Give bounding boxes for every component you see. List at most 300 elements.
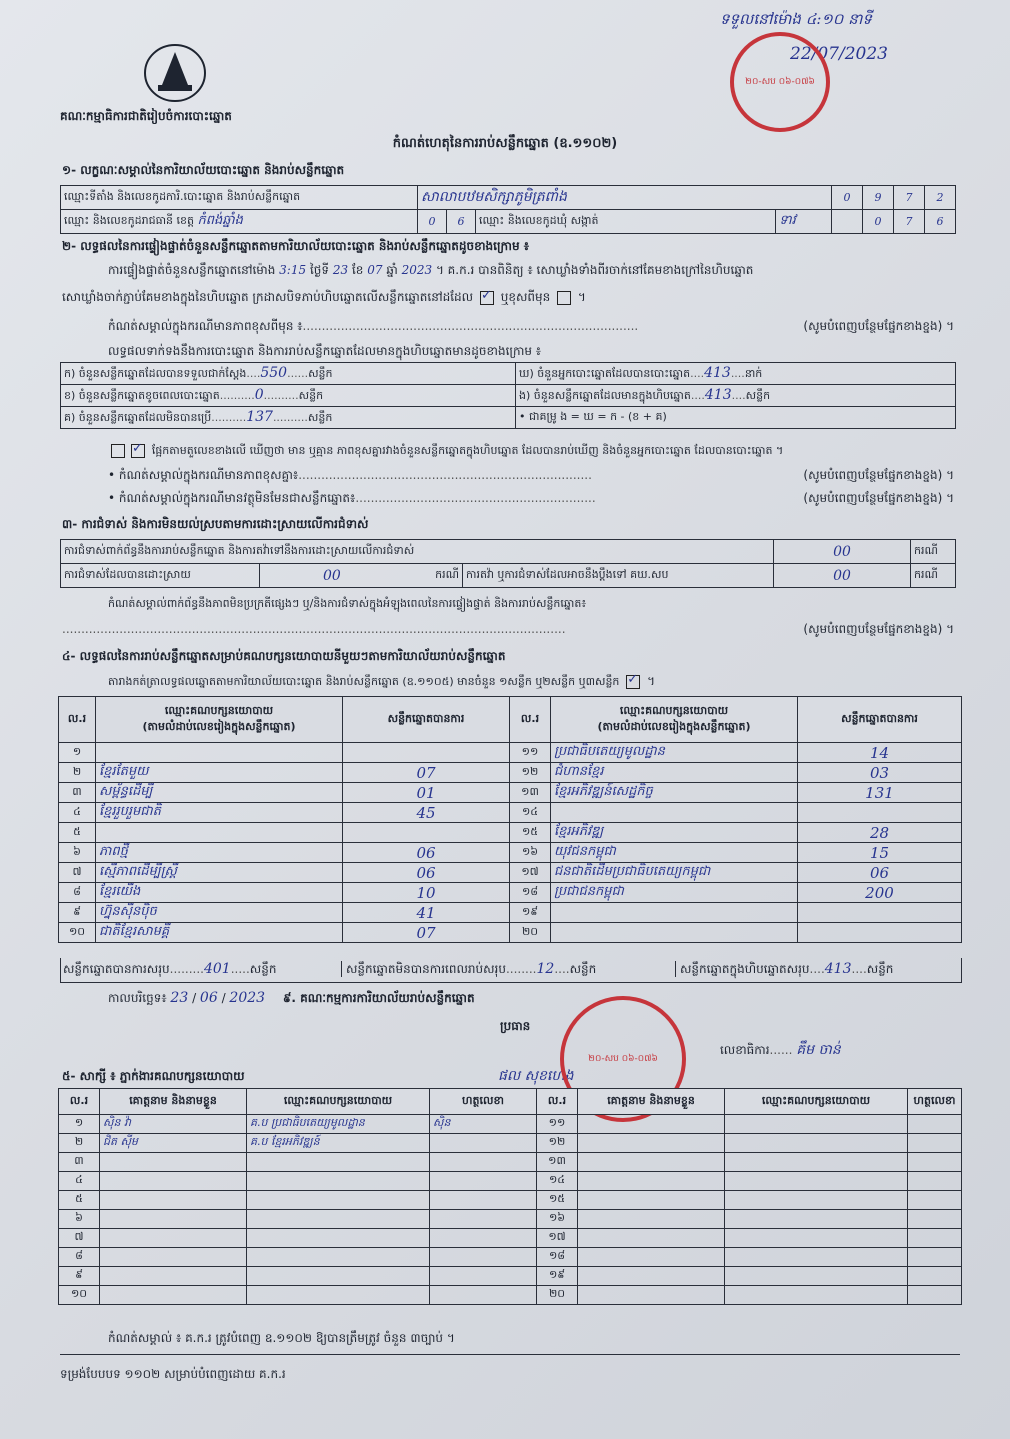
table-row — [59, 1134, 962, 1153]
box-total: សន្លឹកឆ្នោតក្នុងហិបឆ្នោតសរុប....413....សន្លឹក — [675, 961, 893, 977]
col-votes: សន្លឹកឆ្នោតបានការ — [798, 697, 962, 743]
witness-name — [100, 1210, 247, 1229]
col-sign: ហត្ថលេខា — [430, 1089, 537, 1115]
party-name: ភាពថ្មី — [96, 843, 343, 863]
witness-party — [247, 1191, 430, 1210]
col-party-title: ឈ្មោះគណបក្សនយោបាយ — [619, 703, 729, 717]
witness-no: ១៣ — [537, 1153, 578, 1172]
party-name — [551, 903, 798, 923]
party-rows — [59, 743, 962, 943]
witness-party — [725, 1229, 908, 1248]
witness-name — [100, 1286, 247, 1305]
witness-name — [578, 1153, 725, 1172]
unit: សន្លឹក — [745, 388, 771, 402]
party-votes: 10 — [343, 883, 510, 903]
table-row — [59, 1267, 962, 1286]
committee-label: ៩. គណៈកម្មការការិយាល័យរាប់សន្លឹកឆ្នោត — [282, 991, 475, 1005]
witness-party: គ.ប ខ្មែរអភិវឌ្ឍន៍ — [247, 1134, 430, 1153]
party-name: ហ្វ៊ុនស៊ីនប៉ិច — [96, 903, 343, 923]
unit: សន្លឹក — [308, 366, 333, 380]
unused-value: 137 — [246, 408, 273, 425]
unit: សន្លឹក — [866, 962, 894, 976]
party-votes: 14 — [798, 743, 962, 763]
table-row — [59, 1248, 962, 1267]
party-votes: 03 — [798, 763, 962, 783]
resolved-label: ការជំទាស់ដែលបានដោះស្រាយ — [61, 564, 260, 588]
verify-line — [108, 262, 753, 278]
resolved-value: 00 — [323, 567, 341, 584]
table-row — [59, 1191, 962, 1210]
result-intro: លទ្ធផលទាក់ទងនឹងការបោះឆ្នោត និងការរាប់សន្លឹកឆ្នោតដែលមានក្នុងហិបឆ្នោតមានដូចខាងក្រោម ៖ — [108, 344, 542, 358]
witness-signature — [908, 1153, 962, 1172]
unit: ករណី — [911, 540, 956, 564]
date-year: 2023 — [229, 990, 266, 1006]
party-votes: 07 — [343, 923, 510, 943]
date-month: 06 — [199, 990, 218, 1006]
box-total-value: 413 — [824, 961, 852, 977]
party-name: ប្រជាធិបតេយ្យមូលដ្ឋាន — [551, 743, 798, 763]
changed-checkbox[interactable] — [557, 291, 571, 305]
table-row — [59, 823, 962, 843]
party-votes: 200 — [798, 883, 962, 903]
totals-line — [60, 958, 962, 983]
party-name: ជំហានខ្មែរ — [551, 763, 798, 783]
province-code-digit: 6 — [447, 210, 476, 234]
verify-year: 2023 — [401, 263, 433, 277]
party-name — [551, 803, 798, 823]
col-party-title: ឈ្មោះគណបក្សនយោបាយ — [164, 703, 274, 717]
witness-name: ស៊ិន វ៉ា — [100, 1115, 247, 1134]
witness-no: ៨ — [59, 1248, 100, 1267]
invalid-total: សន្លឹកឆ្នោតមិនបានការពេលរាប់សរុប........12....សន្លឹក — [341, 961, 596, 977]
party-no: ៨ — [59, 883, 96, 903]
party-name: ជនជាតិដើមប្រជាធិបតេយ្យកម្ពុជា — [551, 863, 798, 883]
party-votes: 06 — [343, 843, 510, 863]
witness-signature — [908, 1210, 962, 1229]
spoiled-label: ខ) ចំនួនសន្លឹកឆ្នោតខូចពេលបោះឆ្នោត — [64, 388, 220, 402]
party-results-table — [58, 696, 962, 943]
verify-post: ។ គ.ក.រ បានពិនិត្យ ៖ សោឃ្លាំងទាំងពីរចាក់នៅគែមខាងក្រៅនៃហិបឆ្នោត — [435, 263, 754, 277]
section4-intro: តារាងកត់ត្រាលទ្ធផលឆ្នោតតាមការិយាល័យបោះឆ្នោត និងរាប់សន្លឹកឆ្នោត (ឧ.១១០៥) មានចំនួន ១សន្លឹក ឬ២សន្លឹក ឬ៣សន្លឹក ✓ ។ — [108, 673, 655, 690]
col-no: ល.រ — [59, 697, 96, 743]
witness-signature — [430, 1153, 537, 1172]
party-name: ប្រជាជនកម្ពុជា — [551, 883, 798, 903]
table-row — [59, 1286, 962, 1305]
witness-signature — [430, 1191, 537, 1210]
voters-label: ឃ) ចំនួនអ្នកបោះឆ្នោតដែលបានបោះឆ្នោត — [519, 366, 691, 380]
fill-note: (សូមបំពេញបន្ថែមផ្នែកខាងខ្នង) ។ — [803, 491, 954, 505]
blank-cell — [832, 210, 863, 234]
party-name: ខ្មែរតែមួយ — [96, 763, 343, 783]
table-row — [59, 743, 962, 763]
unit: សន្លឹក — [298, 388, 324, 402]
received-date: 22/07/2023 — [790, 44, 888, 64]
box-total-label: សន្លឹកឆ្នោតក្នុងហិបឆ្នោតសរុប — [680, 962, 810, 976]
table-row — [59, 863, 962, 883]
witness-no: ៩ — [59, 1267, 100, 1286]
secretary-line: លេខាធិការ...... គឹម ចាន់ — [720, 1042, 841, 1058]
province-name: កំពង់ឆ្នាំង — [197, 213, 243, 228]
party-votes: 45 — [343, 803, 510, 823]
party-name: យុវជនកម្ពុជា — [551, 843, 798, 863]
witness-name — [578, 1248, 725, 1267]
received-stamp-text: ទទួលនៅម៉ោង ៤:១០ នាទី — [720, 10, 872, 28]
fill-note: (សូមបំពេញបន្ថែមផ្នែកខាងខ្នង) ។ — [803, 319, 954, 333]
witness-rows — [59, 1115, 962, 1305]
station-code-digit: 0 — [832, 186, 863, 210]
witness-party — [247, 1172, 430, 1191]
verify-line2-text: សោឃ្លាំងចាក់ភ្ជាប់គែមខាងក្នុងនៃហិបឆ្នោត ក្រដាសបិទភាប់ហិបឆ្នោតលើសន្លឹកឆ្នោតនៅដដែល — [62, 290, 474, 304]
witness-no: ៣ — [59, 1153, 100, 1172]
no-diff-checkbox[interactable] — [131, 444, 145, 458]
witness-party — [247, 1267, 430, 1286]
box-value: 413 — [704, 386, 732, 403]
table-row — [59, 763, 962, 783]
witness-name — [100, 1248, 247, 1267]
party-name — [551, 923, 798, 943]
witness-no: ៥ — [59, 1191, 100, 1210]
witness-no: ១៩ — [537, 1267, 578, 1286]
witness-name — [578, 1286, 725, 1305]
box-ballots-row: ង) ចំនួនសន្លឹកឆ្នោតដែលមានក្នុងហិបឆ្នោត....413....សន្លឹក — [516, 385, 956, 407]
section4-title: ៤- លទ្ធផលនៃការរាប់សន្លឹកឆ្នោតសម្រាប់គណបក្សនយោបាយនីមួយៗតាមការិយាល័យរាប់សន្លឹកឆ្នោត — [62, 649, 506, 663]
party-name — [96, 823, 343, 843]
party-no: ៧ — [59, 863, 96, 883]
commune-code-digit: 7 — [894, 210, 925, 234]
witness-party — [247, 1248, 430, 1267]
witness-party — [725, 1115, 908, 1134]
verify-day: 23 — [332, 263, 349, 277]
party-votes: 06 — [798, 863, 962, 883]
invalid-total-label: សន្លឹកឆ្នោតមិនបានការពេលរាប់សរុប — [346, 962, 506, 976]
table-row — [59, 843, 962, 863]
col-name: គោត្តនាម និងនាមខ្លួន — [100, 1089, 247, 1115]
party-name: ខ្មែរយើង — [96, 883, 343, 903]
witness-no: ១៨ — [537, 1248, 578, 1267]
valid-total: សន្លឹកឆ្នោតបានការសរុប.........401.....សន្លឹក — [63, 961, 277, 977]
party-votes: 06 — [343, 863, 510, 883]
section1-table — [60, 185, 956, 234]
province-label — [61, 210, 418, 234]
unchanged-checkbox[interactable] — [480, 291, 494, 305]
witness-signature — [430, 1172, 537, 1191]
stamp-code: ២០-សប ០៦-០៧៦ — [588, 1054, 658, 1064]
witness-no: ១៤ — [537, 1172, 578, 1191]
witness-party — [725, 1286, 908, 1305]
witness-no: ៤ — [59, 1172, 100, 1191]
party-votes — [798, 903, 962, 923]
witness-party — [725, 1210, 908, 1229]
compare-line — [108, 442, 954, 459]
witness-signature — [430, 1210, 537, 1229]
box-label: ង) ចំនួនសន្លឹកឆ្នោតដែលមានក្នុងហិបឆ្នោត — [519, 388, 691, 402]
received-value: 550 — [260, 364, 288, 381]
unit: សន្លឹក — [249, 962, 277, 976]
party-no: ១២ — [510, 763, 551, 783]
party-no: ២ — [59, 763, 96, 783]
compare-text: ផ្អែកតាមតួលេខខាងលើ ឃើញថា មាន ឬគ្មាន ភាពខុសគ្នារវាងចំនួនសន្លឹកឆ្នោតក្នុងហិបឆ្នោត ដែលបានរាប់ឃើញ និងចំនួនអ្នកបោះឆ្នោត ដែលបានបោះឆ្នោត ។ — [151, 444, 784, 457]
party-no: ១៨ — [510, 883, 551, 903]
spoiled-ballots-row: ខ) ចំនួនសន្លឹកឆ្នោតខូចពេលបោះឆ្នោត..........0..........សន្លឹក — [61, 385, 516, 407]
commune-code-digit: 0 — [863, 210, 894, 234]
witness-no: ១៥ — [537, 1191, 578, 1210]
col-party: ឈ្មោះគណបក្សនយោបាយ — [247, 1089, 430, 1115]
witness-party — [725, 1134, 908, 1153]
witness-signature — [430, 1134, 537, 1153]
province-label-text: ឈ្មោះ និងលេខកូដរាជធានី ខេត្ត — [64, 214, 194, 227]
section3-note: កំណត់សម្គាល់ពាក់ព័ន្ធនឹងភាពមិនប្រក្រតីផ្សេងៗ ឬ/និងការជំទាស់ក្នុងអំឡុងពេលនៃការផ្ទៀងផ្ទាត់ និងការរាប់សន្លឹកឆ្នោត៖ — [108, 597, 587, 610]
witness-no: ១៦ — [537, 1210, 578, 1229]
resolved-cell — [260, 564, 463, 588]
station-code-digit: 2 — [925, 186, 956, 210]
section3-note-line: .................................................................................................................................... (សូមបំពេញបន្ថែមផ្នែកខាងខ្នង) ។ — [62, 622, 954, 636]
party-no: ១៩ — [510, 903, 551, 923]
party-no: ៩ — [59, 903, 96, 923]
party-name: ខ្មែរអភិវឌ្ឍ — [551, 823, 798, 843]
verify-month-label: ខែ — [351, 263, 364, 277]
has-diff-checkbox[interactable] — [111, 444, 125, 458]
polling-station-label: ឈ្មោះទីតាំង និងលេខកូដការិ.បោះឆ្នោត និងរាប់សន្លឹកឆ្នោត — [61, 186, 418, 210]
unit: សន្លឹក — [307, 410, 333, 424]
polling-station-value — [418, 186, 832, 210]
party-votes — [343, 823, 510, 843]
station-code-digit: 9 — [863, 186, 894, 210]
section2-title: ២- លទ្ធផលនៃការផ្ទៀងផ្ទាត់ចំនួនសន្លឹកឆ្នោតតាមការិយាល័យបោះឆ្នោត និងរាប់សន្លឹកឆ្នោតដូចខាងក្រោម ៖ — [62, 239, 530, 253]
section5-title: ៥- សាក្សី ៖ ភ្នាក់ងារគណបក្សនយោបាយ — [62, 1069, 245, 1083]
appeal-value: 00 — [774, 564, 911, 588]
witness-no: ១១ — [537, 1115, 578, 1134]
party-name: ជាតិខ្មែរសាមគ្គី — [96, 923, 343, 943]
party-votes — [798, 803, 962, 823]
witness-signature — [908, 1191, 962, 1210]
nec-logo — [140, 40, 210, 106]
bullet-line1: • កំណត់សម្គាល់ក្នុងករណីមានភាពខុសគ្នា៖............................................................................. (សូមបំពេញបន្ថែមផ្នែកខាងខ្នង) ។ — [108, 468, 954, 482]
witness-name — [100, 1153, 247, 1172]
party-no: ១៦ — [510, 843, 551, 863]
valid-total-value: 401 — [203, 961, 231, 977]
col-party — [551, 697, 798, 743]
valid-total-label: សន្លឹកឆ្នោតបានការសរុប — [63, 962, 170, 976]
section1-title: ១- លក្ខណៈសម្គាល់នៃការិយាល័យបោះឆ្នោត និងរាប់សន្លឹកឆ្នោត — [62, 163, 345, 177]
province-code-digit: 0 — [418, 210, 447, 234]
unused-ballots-row: គ) ចំនួនសន្លឹកឆ្នោតដែលមិនបានប្រើ..........137..........សន្លឹក — [61, 407, 516, 429]
witness-signature — [908, 1229, 962, 1248]
witness-name — [100, 1267, 247, 1286]
witness-signature — [430, 1248, 537, 1267]
witness-party — [725, 1153, 908, 1172]
party-no: ៣ — [59, 783, 96, 803]
witness-no: ១៧ — [537, 1229, 578, 1248]
fill-note: (សូមបំពេញបន្ថែមផ្នែកខាងខ្នង) ។ — [803, 468, 954, 482]
witness-party — [725, 1172, 908, 1191]
commune-code-digit: 6 — [925, 210, 956, 234]
section3-title: ៣- ការជំទាស់ និងការមិនយល់ស្របតាមការដោះស្រាយលើការជំទាស់ — [62, 517, 369, 531]
party-no: ៥ — [59, 823, 96, 843]
witness-name — [100, 1191, 247, 1210]
witness-no: ១០ — [59, 1286, 100, 1305]
col-party: ឈ្មោះគណបក្សនយោបាយ — [725, 1089, 908, 1115]
col-no: ល.រ — [59, 1089, 100, 1115]
objection-table — [60, 539, 956, 588]
official-stamp-top — [730, 32, 830, 132]
sheet-count-checkbox[interactable] — [626, 675, 640, 689]
witness-no: ២ — [59, 1134, 100, 1153]
objection-row-label: ការជំទាស់ពាក់ព័ន្ធនឹងការរាប់សន្លឹកឆ្នោត និងការតវ៉ាទៅនឹងការដោះស្រាយលើការជំទាស់ — [61, 540, 774, 564]
party-votes: 131 — [798, 783, 962, 803]
station-code-digit: 7 — [894, 186, 925, 210]
spoiled-value: 0 — [254, 386, 264, 403]
witness-signature — [430, 1229, 537, 1248]
witness-signature — [908, 1267, 962, 1286]
witness-party — [247, 1229, 430, 1248]
note-line: កំណត់សម្គាល់ក្នុងករណីមានភាពខុសពីមុន ៖........................................................................................ (សូមបំពេញបន្ថែមផ្នែកខាងខ្នង) ។ — [108, 319, 954, 333]
table-row — [59, 923, 962, 943]
fill-note: (សូមបំពេញបន្ថែមផ្នែកខាងខ្នង) ។ — [803, 622, 954, 636]
party-votes: 01 — [343, 783, 510, 803]
unit: នាក់ — [744, 366, 763, 380]
received-label: ក) ចំនួនសន្លឹកឆ្នោតដែលបានទទួលជាក់ស្តែង — [64, 366, 247, 380]
party-no: ១៣ — [510, 783, 551, 803]
unit: ករណី — [435, 567, 459, 581]
party-no: ២០ — [510, 923, 551, 943]
invalid-total-value: 12 — [536, 961, 555, 977]
witness-party — [247, 1153, 430, 1172]
party-no: ៦ — [59, 843, 96, 863]
table-row — [59, 1153, 962, 1172]
polling-station-name: សាលាបឋមសិក្សាភូមិត្រពាំង — [421, 189, 567, 205]
witness-no: ២០ — [537, 1286, 578, 1305]
bullet2: • កំណត់សម្គាល់ក្នុងករណីមានវត្ថុមិនមែនជាសន្លឹកឆ្នោត៖ — [108, 491, 356, 505]
party-name: ស្មើភាពដើម្បីស្ត្រី — [96, 863, 343, 883]
witness-signature — [430, 1267, 537, 1286]
chair-label: ប្រធាន — [500, 1019, 531, 1033]
verify-pre: ការផ្ទៀងផ្ទាត់ចំនួនសន្លឹកឆ្នោតនៅម៉ោង — [108, 263, 276, 277]
footer-form-ref: ទម្រង់បែបបទ ១១០២ សម្រាប់បំពេញដោយ គ.ក.រ — [60, 1367, 286, 1381]
party-name: ខ្មែរអភិវឌ្ឍន៍សេដ្ឋកិច្ច — [551, 783, 798, 803]
table-row — [59, 1172, 962, 1191]
witness-name — [578, 1134, 725, 1153]
appeal-label: ការតវ៉ា ឬការជំទាស់ដែលអាចនឹងប្តឹងទៅ គឃ.សប — [463, 564, 774, 588]
col-party-sub: (តាមលំដាប់លេខរៀងក្នុងសន្លឹកឆ្នោត) — [142, 719, 296, 733]
party-votes: 41 — [343, 903, 510, 923]
voters-value: 413 — [704, 364, 731, 381]
col-party — [96, 697, 343, 743]
party-votes: 28 — [798, 823, 962, 843]
witness-signature — [908, 1248, 962, 1267]
verify-or: ឬខុសពីមុន — [500, 290, 551, 304]
col-votes: សន្លឹកឆ្នោតបានការ — [343, 697, 510, 743]
witness-party — [247, 1286, 430, 1305]
witness-party: គ.ប ប្រជាធិបតេយ្យមូលដ្ឋាន — [247, 1115, 430, 1134]
footer-note: កំណត់សម្គាល់ ៖ គ.ក.រ ត្រូវបំពេញ ឧ.១១០២ ឱ្យបានត្រឹមត្រូវ ចំនួន ៣ច្បាប់ ។ — [108, 1331, 455, 1345]
unit: ករណី — [911, 564, 956, 588]
stamp-code: ២០-សប ០៦-០៧៦ — [745, 77, 815, 87]
witness-no: ៧ — [59, 1229, 100, 1248]
ballot-count-table — [60, 362, 956, 429]
party-name: សម្ព័ន្ធដើម្បី — [96, 783, 343, 803]
witness-signature — [908, 1115, 962, 1134]
witness-no: ៦ — [59, 1210, 100, 1229]
verify-line2: សោឃ្លាំងចាក់ភ្ជាប់គែមខាងក្នុងនៃហិបឆ្នោត ក្រដាសបិទភាប់ហិបឆ្នោតលើសន្លឹកឆ្នោតនៅដដែល ✓ ឬខុសពីមុន ។ — [62, 289, 586, 305]
unit: សន្លឹក — [569, 962, 597, 976]
col-party-sub: (តាមលំដាប់លេខរៀងក្នុងសន្លឹកឆ្នោត) — [597, 719, 751, 733]
party-no: ១០ — [59, 923, 96, 943]
unused-label: គ) ចំនួនសន្លឹកឆ្នោតដែលមិនបានប្រើ — [64, 410, 212, 424]
witness-party — [725, 1191, 908, 1210]
party-votes — [343, 743, 510, 763]
witness-party — [725, 1267, 908, 1286]
party-no: ១៤ — [510, 803, 551, 823]
form-title: កំណត់ហេតុនៃការរាប់សន្លឹកឆ្នោត (ឧ.១១០២) — [392, 136, 618, 151]
party-no: ១ — [59, 743, 96, 763]
party-name — [96, 743, 343, 763]
footer-divider — [60, 1354, 960, 1355]
verify-day-label: ថ្ងៃទី — [309, 263, 329, 277]
col-no: ល.រ — [537, 1089, 578, 1115]
witness-signature — [908, 1134, 962, 1153]
committee-name: គណៈកម្មាធិការជាតិរៀបចំការបោះឆ្នោត — [60, 109, 232, 123]
col-no: ល.រ — [510, 697, 551, 743]
witness-signature — [908, 1172, 962, 1191]
party-name: ខ្មែររួបរួមជាតិ — [96, 803, 343, 823]
witness-signature — [908, 1286, 962, 1305]
party-votes: 15 — [798, 843, 962, 863]
table-row — [59, 803, 962, 823]
table-row — [59, 883, 962, 903]
commune-name: ទាវ — [776, 210, 832, 234]
party-no: ១៥ — [510, 823, 551, 843]
table-row — [59, 1229, 962, 1248]
witness-party — [247, 1210, 430, 1229]
date-day: 23 — [170, 990, 189, 1006]
party-votes — [798, 923, 962, 943]
bullet-line2: • កំណត់សម្គាល់ក្នុងករណីមានវត្ថុមិនមែនជាសន្លឹកឆ្នោត៖............................................................... (សូមបំពេញបន្ថែមផ្នែកខាងខ្នង) ។ — [108, 491, 954, 505]
date-line: កាលបរិច្ឆេទ៖ 23 / 06 / 2023 ៩. គណៈកម្មការការិយាល័យរាប់សន្លឹកឆ្នោត — [108, 990, 475, 1006]
col-name: គោត្តនាម និងនាមខ្លួន — [578, 1089, 725, 1115]
witness-name — [578, 1172, 725, 1191]
witness-no: ១២ — [537, 1134, 578, 1153]
chair-signature-name: ផល សុខហេង — [498, 1068, 574, 1084]
objection-value: 00 — [774, 540, 911, 564]
witness-name — [578, 1115, 725, 1134]
witness-party — [725, 1248, 908, 1267]
witness-name — [100, 1172, 247, 1191]
witness-table — [58, 1088, 962, 1305]
date-label: កាលបរិច្ឆេទ៖ — [108, 991, 167, 1005]
received-ballots-row: ក) ចំនួនសន្លឹកឆ្នោតដែលបានទទួលជាក់ស្តែង....550......សន្លឹក — [61, 363, 516, 385]
witness-name — [100, 1229, 247, 1248]
voters-row: ឃ) ចំនួនអ្នកបោះឆ្នោតដែលបានបោះឆ្នោត....413....នាក់ — [516, 363, 956, 385]
party-no: ១៧ — [510, 863, 551, 883]
secretary-label: លេខាធិការ — [720, 1043, 770, 1057]
commune-label: ឈ្មោះ និងលេខកូដឃុំ សង្កាត់ — [476, 210, 776, 234]
witness-no: ១ — [59, 1115, 100, 1134]
col-sign: ហត្ថលេខា — [908, 1089, 962, 1115]
table-row — [59, 1115, 962, 1134]
witness-signature — [430, 1286, 537, 1305]
section4-intro-text: តារាងកត់ត្រាលទ្ធផលឆ្នោតតាមការិយាល័យបោះឆ្នោត និងរាប់សន្លឹកឆ្នោត (ឧ.១១០៥) មានចំនួន ១សន្លឹក ឬ២សន្លឹក ឬ៣សន្លឹក — [108, 675, 620, 688]
party-no: ៤ — [59, 803, 96, 823]
party-no: ១១ — [510, 743, 551, 763]
note-line-text: កំណត់សម្គាល់ក្នុងករណីមានភាពខុសពីមុន ៖ — [108, 319, 303, 333]
table-row — [59, 1210, 962, 1229]
party-votes: 07 — [343, 763, 510, 783]
witness-name — [578, 1191, 725, 1210]
verify-year-label: ឆ្នាំ — [386, 263, 398, 277]
secretary-signature: គឹម ចាន់ — [796, 1042, 841, 1058]
verify-month: 07 — [367, 263, 383, 277]
verify-time: 3:15 — [279, 263, 307, 277]
